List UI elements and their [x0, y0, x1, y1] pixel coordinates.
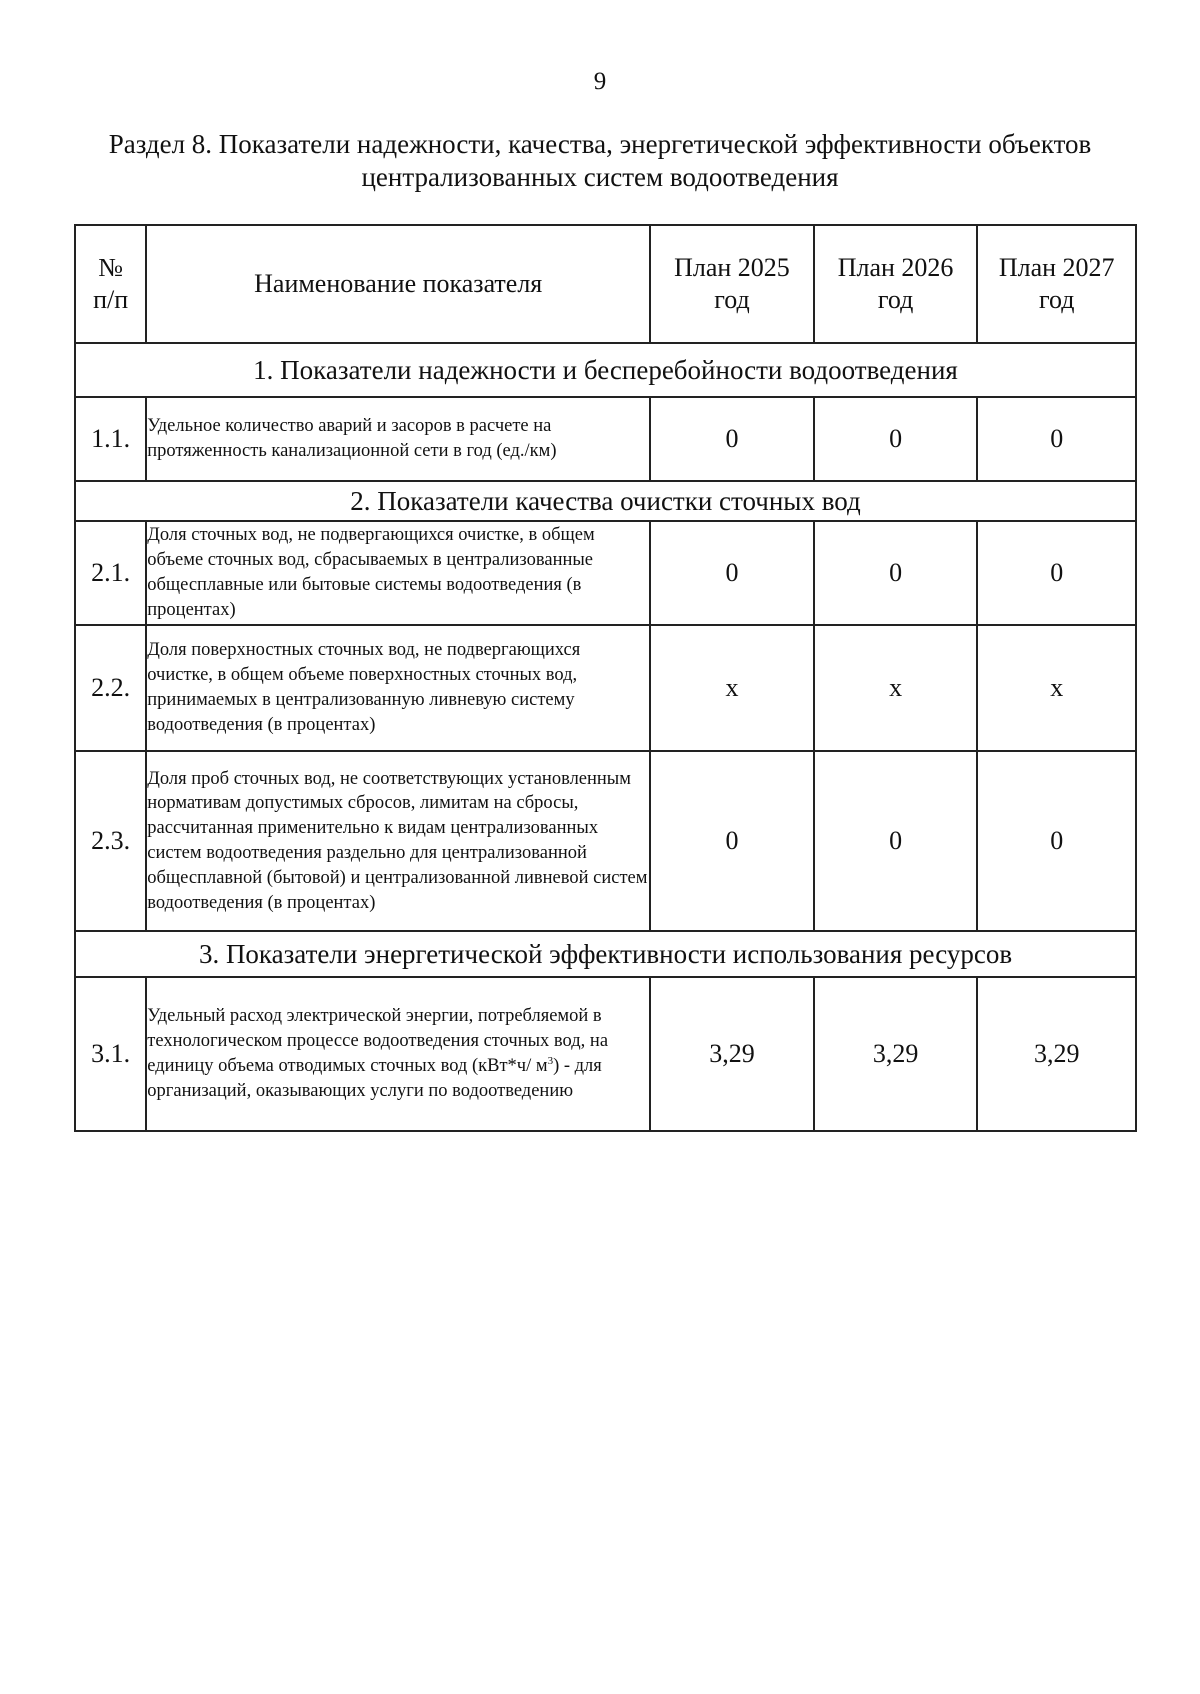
row-value-2027: 3,29 [977, 977, 1136, 1131]
indicators-table [74, 224, 1137, 1132]
header-name: Наименование показателя [146, 225, 650, 343]
row-value-2027: 0 [977, 751, 1136, 931]
row-value-2026: 0 [814, 397, 978, 481]
row-number: 2.3. [75, 751, 146, 931]
section-title: 2. Показатели качества очистки сточных вод [75, 481, 1136, 521]
table-row [75, 625, 1136, 751]
row-number: 2.2. [75, 625, 146, 751]
section-row [75, 931, 1136, 977]
row-value-2025: х [650, 625, 814, 751]
row-value-2026: 0 [814, 521, 978, 625]
row-value-2027: 0 [977, 521, 1136, 625]
row-value-2025: 3,29 [650, 977, 814, 1131]
row-number: 3.1. [75, 977, 146, 1131]
section-heading [40, 128, 1160, 194]
section-row [75, 481, 1136, 521]
row-value-2026: 3,29 [814, 977, 978, 1131]
table-row [75, 397, 1136, 481]
section-row [75, 343, 1136, 397]
table-row [75, 521, 1136, 625]
header-plan-2027: План 2027 год [977, 225, 1136, 343]
header-num: № п/п [75, 225, 146, 343]
section-heading-line2: централизованных систем водоотведения [361, 162, 839, 192]
row-value-2026: х [814, 625, 978, 751]
row-number: 1.1. [75, 397, 146, 481]
row-indicator-name: Доля поверхностных сточных вод, не подвергающихся очистке, в общем объеме поверхностных сточных вод, принимаемых в централизованную ливневую систему водоотведения (в процентах) [146, 625, 650, 751]
row-indicator-name: Удельный расход электрической энергии, потребляемой в технологическом процессе водоотведения сточных вод, на единицу объема отводимых сточных вод (кВт*ч/ $м^3$) - для организаций, оказывающих услуги по водоотведению [146, 977, 650, 1131]
row-value-2025: 0 [650, 521, 814, 625]
table-row [75, 977, 1136, 1131]
table-row [75, 751, 1136, 931]
page-number: 9 [593, 68, 607, 95]
row-indicator-name: Доля сточных вод, не подвергающихся очистке, в общем объеме сточных вод, сбрасываемых в централизованные общесплавные или бытовые системы водоотведения (в процентах) [146, 521, 650, 625]
header-plan-2026: План 2026 год [814, 225, 978, 343]
header-plan-2025: План 2025 год [650, 225, 814, 343]
row-number: 2.1. [75, 521, 146, 625]
table-header-row [75, 225, 1136, 343]
row-indicator-name: Удельное количество аварий и засоров в расчете на протяженность канализационной сети в год (ед./км) [146, 397, 650, 481]
row-value-2025: 0 [650, 751, 814, 931]
row-indicator-name: Доля проб сточных вод, не соответствующих установленным нормативам допустимых сбросов, лимитам на сбросы, рассчитанная применительно к видам централизованных систем водоотведения раздельно для централизованной общесплавной (бытовой) и централизованной ливневой систем водоотведения (в процентах) [146, 751, 650, 931]
row-value-2027: х [977, 625, 1136, 751]
row-value-2025: 0 [650, 397, 814, 481]
row-value-2026: 0 [814, 751, 978, 931]
row-value-2027: 0 [977, 397, 1136, 481]
section-heading-line1: Раздел 8. Показатели надежности, качества, энергетической эффективности объектов [108, 129, 1092, 159]
section-title: 3. Показатели энергетической эффективности использования ресурсов [75, 931, 1136, 977]
section-title: 1. Показатели надежности и бесперебойности водоотведения [75, 343, 1136, 397]
